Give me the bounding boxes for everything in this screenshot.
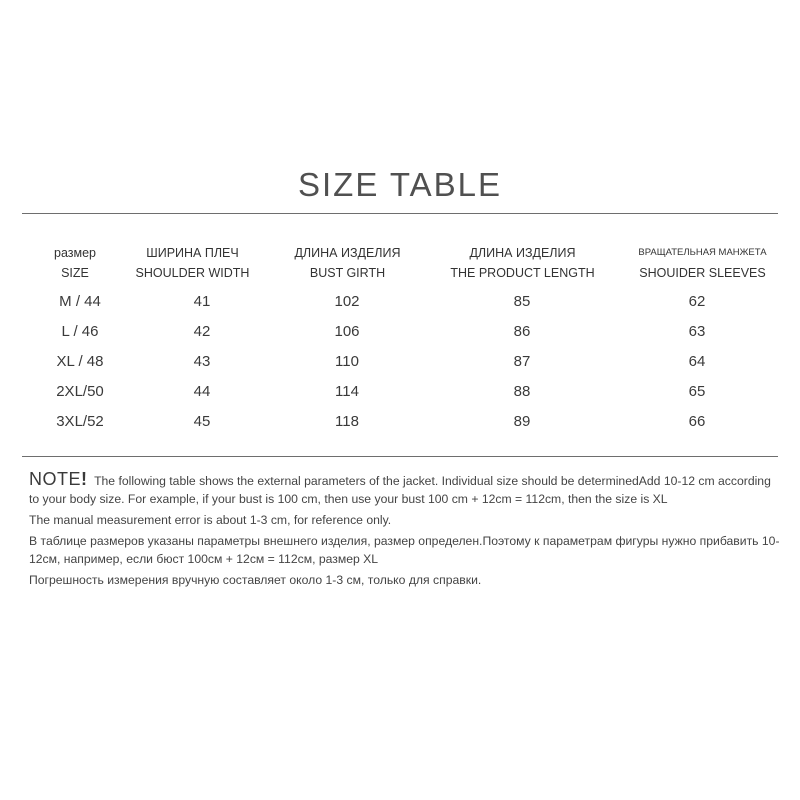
column-header-ru: ДЛИНА ИЗДЕЛИЯ [469, 246, 576, 260]
table-cell: 66 [688, 413, 706, 430]
table-cell: 43 [193, 353, 211, 370]
table-cell-size: XL / 48 [56, 353, 104, 370]
table-cell: 102 [334, 293, 360, 310]
column-header-ru: ШИРИНА ПЛЕЧ [146, 246, 239, 260]
table-cell: 114 [335, 383, 359, 400]
table-divider [22, 456, 778, 457]
table-cell: 88 [513, 383, 531, 400]
table-cell-size: 2XL/50 [56, 383, 104, 400]
title-divider [22, 213, 778, 214]
note-exclamation: ! [81, 469, 88, 489]
column-header-size [30, 243, 120, 283]
note-en-line2: The manual measurement error is about 1-3 cm, for reference only. [29, 513, 392, 527]
table-cell: 87 [513, 353, 531, 370]
column-header-en: BUST GIRTH [309, 266, 386, 280]
table-cell: 110 [335, 353, 359, 370]
table-cell: 65 [688, 383, 706, 400]
table-cell: 45 [193, 413, 211, 430]
table-cell: 118 [335, 413, 359, 430]
table-cell-size: M / 44 [59, 293, 101, 310]
table-cell: 62 [688, 293, 706, 310]
note-ru-line1: В таблице размеров указаны параметры внешнего изделия, размер определен.Поэтому к параметрам фигуры нужно прибавить 10-12см, например, если бюст 100см + 12см = 112см, размер XL [29, 534, 780, 566]
note-en-line1: The following table shows the external parameters of the jacket. Individual size should be determinedAdd 10-12 cm according to your body size. For example, if your bust is 100 cm, then use your bust 100 cm + 12cm = 112cm, then the size is XL [29, 474, 771, 506]
column-header-ru: размер [54, 246, 96, 260]
note-en-paragraph [29, 470, 781, 508]
column-header-bust-girth [275, 243, 420, 283]
column-header-en: THE PRODUCT LENGTH [450, 266, 595, 280]
column-header-en: SIZE [61, 266, 89, 280]
column-header-sleeves [620, 243, 785, 283]
table-cell-size: L / 46 [61, 323, 99, 340]
table-cell: 63 [688, 323, 706, 340]
table-cell: 64 [688, 353, 706, 370]
column-header-product-length [430, 243, 615, 283]
table-cell: 41 [193, 293, 211, 310]
column-header-en: SHOUIDER SLEEVES [639, 266, 766, 280]
column-header-ru: ДЛИНА ИЗДЕЛИЯ [294, 246, 401, 260]
column-header-en: SHOULDER WIDTH [135, 266, 250, 280]
table-cell: 44 [193, 383, 211, 400]
table-cell-size: 3XL/52 [56, 413, 104, 430]
table-cell: 89 [513, 413, 531, 430]
table-cell: 86 [513, 323, 531, 340]
table-cell: 85 [513, 293, 531, 310]
table-cell: 106 [334, 323, 360, 340]
note-ru-line2: Погрешность измерения вручную составляет около 1-3 см, только для справки. [29, 573, 482, 587]
column-header-shoulder-width [125, 243, 260, 283]
table-cell: 42 [193, 323, 211, 340]
notes-section [29, 470, 781, 592]
page-title: SIZE TABLE [297, 166, 502, 203]
column-header-ru: ВРАЩАТЕЛЬНАЯ МАНЖЕТА [638, 247, 767, 258]
note-label: NOTE [29, 469, 82, 489]
